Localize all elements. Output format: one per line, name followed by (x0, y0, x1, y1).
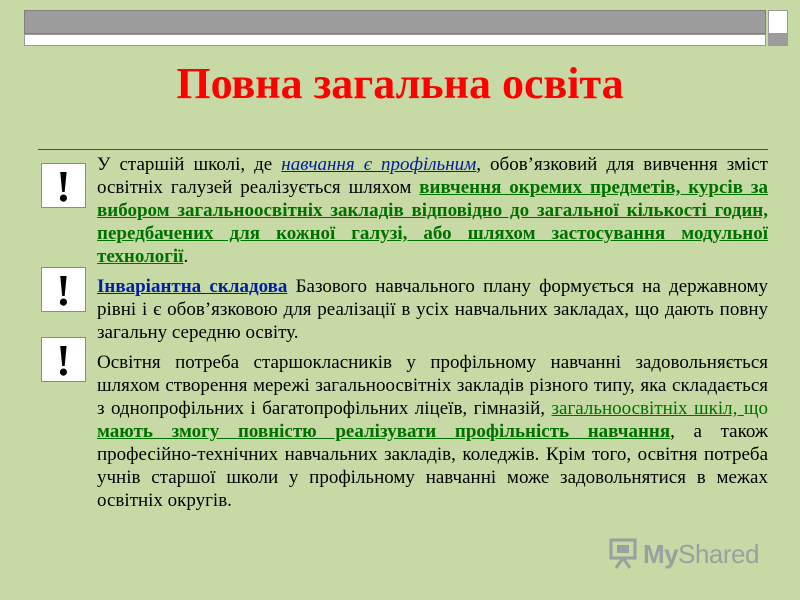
exclamation-icon: ! (41, 337, 86, 382)
top-bar-light (24, 34, 766, 46)
exclamation-icon: ! (41, 163, 86, 208)
myshared-logo (609, 537, 767, 573)
exclamation-icon: ! (41, 267, 86, 312)
text-that: що (743, 398, 768, 419)
logo-text (643, 539, 759, 570)
link-general-schools[interactable]: загальноосвітніх шкіл, (551, 398, 744, 419)
text: Базового навчального плану формується на державному рівні і є обов’язковою для реалізації в усіх навчальних закладах, що дають повну загальну середню освіту. (97, 276, 768, 343)
corner-square-bottom (768, 34, 788, 46)
slide-content (97, 153, 768, 519)
text: У старшій школі, де (97, 154, 282, 175)
text: , обов’язковий для вивчення зміст освітніх галузей реалізується шляхом (97, 154, 768, 198)
link-implement-profile[interactable]: мають змогу повністю реалізувати профільність навчання (97, 421, 671, 442)
slide-title: Повна загальна освіта (176, 59, 624, 108)
link-profile-learning[interactable]: навчання є профільним (281, 154, 477, 175)
paragraph-educational-need (97, 351, 768, 512)
paragraph-profile-education (97, 153, 768, 268)
logo-text-my: My (643, 539, 679, 569)
title-divider (38, 149, 768, 150)
paragraph-invariant-component (97, 275, 768, 344)
text: . (183, 246, 189, 267)
logo-text-shared: Shared (678, 539, 759, 569)
text: Освітня потреба старшокласників у профільному навчанні задовольняється шляхом створення мережі загальноосвітніх закладів різного типу, яка складається з однопрофільних і багатопрофільних ліцеїв, гімназій, (97, 352, 768, 419)
link-subjects-study[interactable]: вивчення окремих предметів, курсів за вибором загальноосвітніх закладів відповідно до загальної кількості годин, передбачених для кожної галузі, або шляхом застосування модульної технології (97, 177, 769, 267)
link-invariant-component[interactable]: Інваріантна складова (97, 276, 288, 297)
corner-square-top (768, 10, 788, 34)
projector-screen-icon (609, 537, 639, 569)
top-bar-dark (24, 10, 766, 34)
text: , а також професійно-технічних навчальних закладів, коледжів. Крім того, освітня потреба учнів старшої школи у профільному навчанні може задовольнятися в межах освітніх округів. (97, 421, 769, 511)
